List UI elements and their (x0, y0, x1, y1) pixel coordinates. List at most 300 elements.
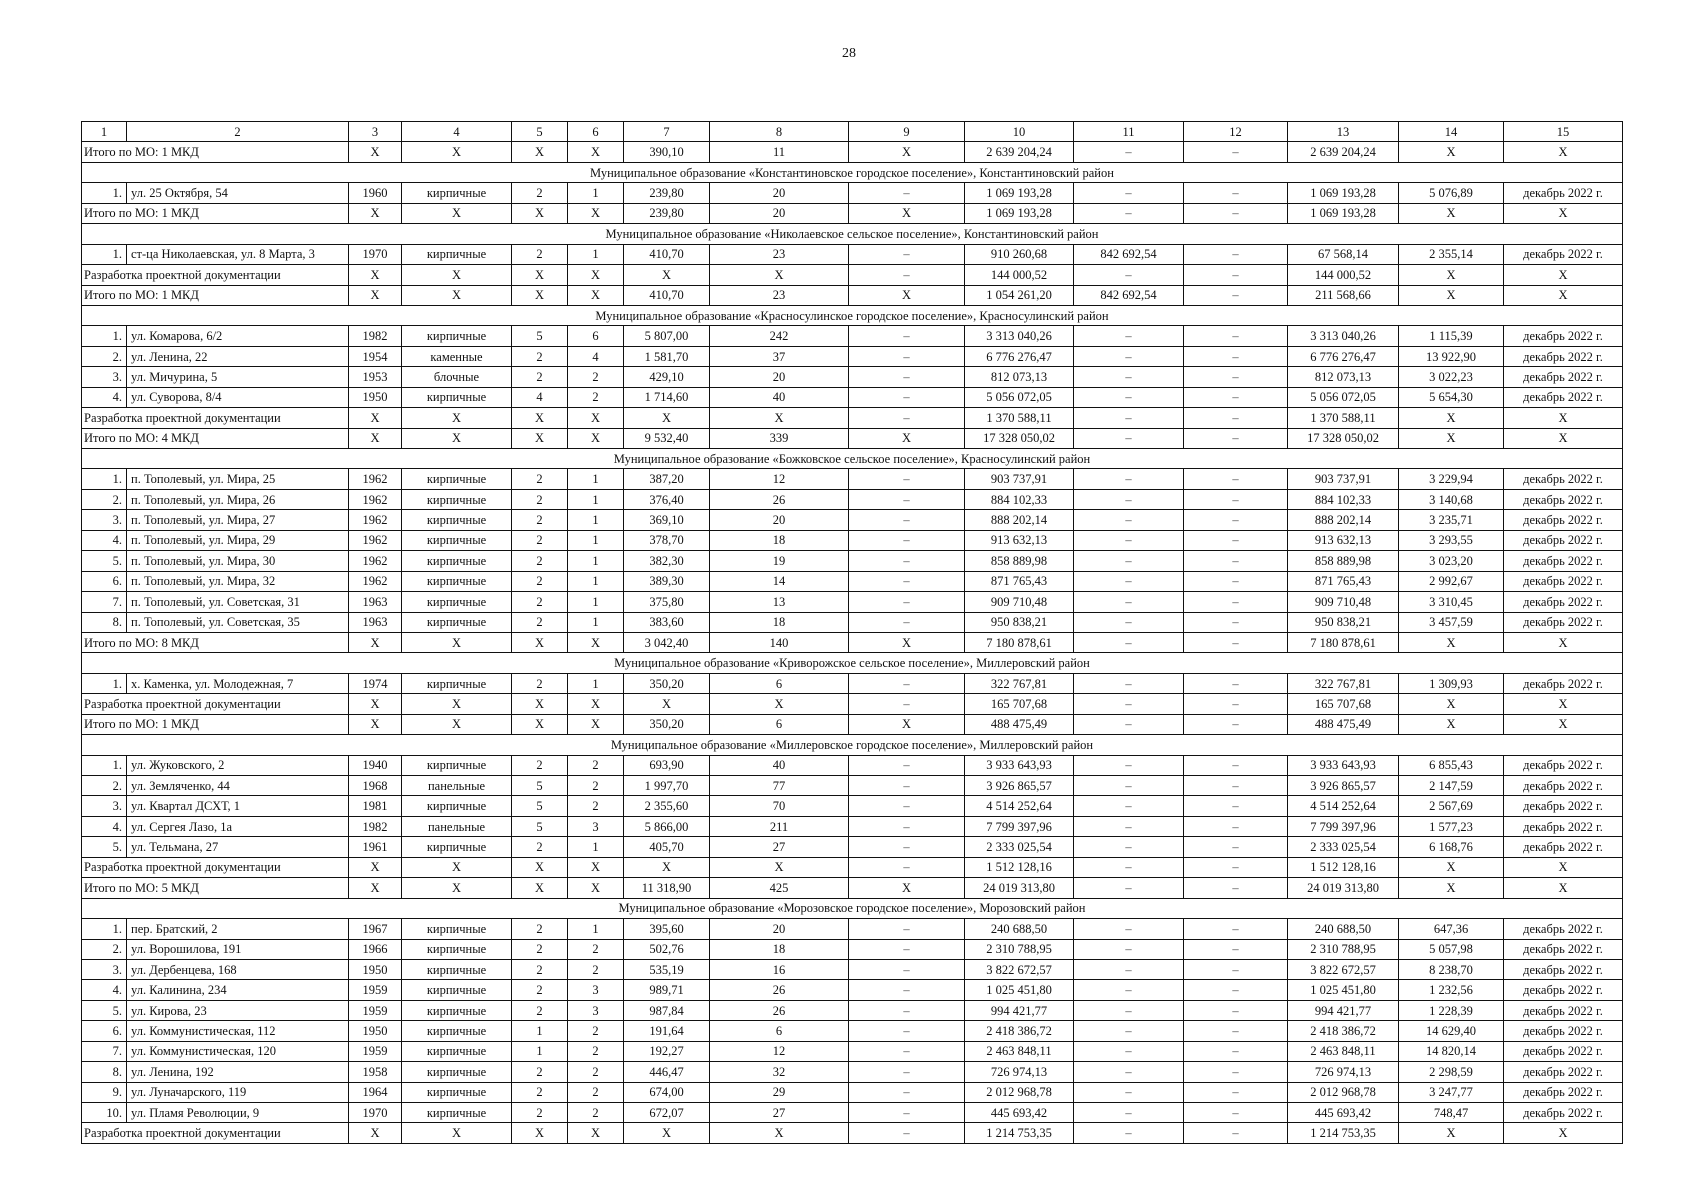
cell-cell: – (849, 837, 965, 857)
total-label: Итого по МО: 1 МКД (82, 285, 349, 305)
row-number-cell: 2. (82, 776, 127, 796)
residents-cell: 18 (710, 612, 849, 632)
total-cell: X (568, 428, 624, 448)
table-row (82, 367, 1623, 387)
table-row (82, 1041, 1623, 1061)
wall-material-cell: кирпичные (402, 1062, 512, 1082)
total-cell: 6 (710, 714, 849, 734)
table-row (82, 612, 1623, 632)
total-cell: – (1184, 694, 1288, 714)
address-cell: ул. Калинина, 234 (127, 980, 349, 1000)
fund-cost-cell: – (1074, 346, 1184, 366)
fund-cost-cell: – (1074, 551, 1184, 571)
cell-cell: – (849, 1082, 965, 1102)
total-cost-cell: 858 889,98 (965, 551, 1074, 571)
fund-cost-cell: – (1074, 592, 1184, 612)
total-cell: 3 042,40 (624, 632, 710, 652)
residents-cell: 18 (710, 530, 849, 550)
address-cell: ул. Комарова, 6/2 (127, 326, 349, 346)
entrances-cell: 1 (568, 837, 624, 857)
floors-cell: 4 (512, 387, 568, 407)
column-number-cell: 6 (568, 122, 624, 142)
entrances-cell: 2 (568, 387, 624, 407)
total-cell: 165 707,68 (1288, 694, 1399, 714)
total-cell: X (1399, 285, 1504, 305)
total-cell: X (512, 878, 568, 898)
owner-cost-cell: 871 765,43 (1288, 571, 1399, 591)
total-label: Разработка проектной документации (82, 265, 349, 285)
deadline-cell: декабрь 2022 г. (1504, 367, 1623, 387)
total-cell: X (1399, 1123, 1504, 1143)
total-cell: X (349, 1123, 402, 1143)
row-number-cell: 3. (82, 367, 127, 387)
deadline-cell: декабрь 2022 г. (1504, 776, 1623, 796)
entrances-cell: 1 (568, 510, 624, 530)
wall-material-cell: панельные (402, 816, 512, 836)
deadline-cell: декабрь 2022 г. (1504, 1021, 1623, 1041)
owner-cost-cell: 2 012 968,78 (1288, 1082, 1399, 1102)
address-cell: ул. Земляченко, 44 (127, 776, 349, 796)
total-cell: – (1184, 203, 1288, 223)
total-cost-cell: 950 838,21 (965, 612, 1074, 632)
deadline-cell: декабрь 2022 г. (1504, 796, 1623, 816)
unit-cost-cell: 14 820,14 (1399, 1041, 1504, 1061)
owner-cost-cell: 858 889,98 (1288, 551, 1399, 571)
address-cell: п. Тополевый, ул. Советская, 31 (127, 592, 349, 612)
area-cell: 375,80 (624, 592, 710, 612)
entrances-cell: 3 (568, 816, 624, 836)
cell-cell: – (849, 469, 965, 489)
owner-cost-cell: 950 838,21 (1288, 612, 1399, 632)
floors-cell: 2 (512, 673, 568, 693)
unit-cost-cell: 1 577,23 (1399, 816, 1504, 836)
floors-cell: 2 (512, 1000, 568, 1020)
floors-cell: 5 (512, 816, 568, 836)
row-number-cell: 8. (82, 612, 127, 632)
floors-cell: 1 (512, 1021, 568, 1041)
total-cell: X (849, 714, 965, 734)
deadline-cell: декабрь 2022 г. (1504, 387, 1623, 407)
address-cell: ул. 25 Октября, 54 (127, 183, 349, 203)
address-cell: ул. Тельмана, 27 (127, 837, 349, 857)
wall-material-cell: кирпичные (402, 183, 512, 203)
total-cell: – (1074, 203, 1184, 223)
cell-cell: – (849, 1041, 965, 1061)
wall-material-cell: кирпичные (402, 1041, 512, 1061)
fund-cost-cell: – (1074, 326, 1184, 346)
residents-cell: 242 (710, 326, 849, 346)
wall-material-cell: кирпичные (402, 551, 512, 571)
other-cost-cell: – (1184, 1000, 1288, 1020)
floors-cell: 2 (512, 939, 568, 959)
total-cell: 211 568,66 (1288, 285, 1399, 305)
wall-material-cell: кирпичные (402, 837, 512, 857)
total-cell: X (349, 203, 402, 223)
total-cost-cell: 909 710,48 (965, 592, 1074, 612)
fund-cost-cell: – (1074, 530, 1184, 550)
owner-cost-cell: 3 313 040,26 (1288, 326, 1399, 346)
total-cell: X (1504, 1123, 1623, 1143)
table-row (82, 939, 1623, 959)
row-number-cell: 4. (82, 816, 127, 836)
total-row (82, 1123, 1623, 1143)
total-cell: X (1399, 265, 1504, 285)
table-row (82, 183, 1623, 203)
row-number-cell: 2. (82, 939, 127, 959)
table-row (82, 796, 1623, 816)
other-cost-cell: – (1184, 959, 1288, 979)
total-cost-cell: 2 012 968,78 (965, 1082, 1074, 1102)
other-cost-cell: – (1184, 244, 1288, 264)
section-header-row (82, 735, 1623, 755)
unit-cost-cell: 748,47 (1399, 1103, 1504, 1123)
address-cell: х. Каменка, ул. Молодежная, 7 (127, 673, 349, 693)
unit-cost-cell: 14 629,40 (1399, 1021, 1504, 1041)
build-year-cell: 1962 (349, 571, 402, 591)
total-label: Итого по МО: 1 МКД (82, 714, 349, 734)
wall-material-cell: панельные (402, 776, 512, 796)
floors-cell: 2 (512, 1082, 568, 1102)
column-number-cell: 5 (512, 122, 568, 142)
floors-cell: 2 (512, 183, 568, 203)
column-number-cell: 3 (349, 122, 402, 142)
other-cost-cell: – (1184, 510, 1288, 530)
residents-cell: 23 (710, 244, 849, 264)
owner-cost-cell: 2 463 848,11 (1288, 1041, 1399, 1061)
column-number-cell: 9 (849, 122, 965, 142)
area-cell: 389,30 (624, 571, 710, 591)
total-cell: 23 (710, 285, 849, 305)
unit-cost-cell: 3 140,68 (1399, 489, 1504, 509)
residents-cell: 26 (710, 489, 849, 509)
deadline-cell: декабрь 2022 г. (1504, 1103, 1623, 1123)
total-cell: 339 (710, 428, 849, 448)
other-cost-cell: – (1184, 551, 1288, 571)
column-number-cell: 13 (1288, 122, 1399, 142)
total-cell: 1 512 128,16 (1288, 857, 1399, 877)
total-cell: – (849, 857, 965, 877)
entrances-cell: 1 (568, 183, 624, 203)
total-row (82, 632, 1623, 652)
deadline-cell: декабрь 2022 г. (1504, 183, 1623, 203)
address-cell: ул. Сергея Лазо, 1а (127, 816, 349, 836)
address-cell: п. Тополевый, ул. Мира, 29 (127, 530, 349, 550)
wall-material-cell: кирпичные (402, 980, 512, 1000)
residents-cell: 20 (710, 919, 849, 939)
column-number-cell: 14 (1399, 122, 1504, 142)
wall-material-cell: кирпичные (402, 592, 512, 612)
total-cell: X (624, 1123, 710, 1143)
total-cell: X (1399, 878, 1504, 898)
unit-cost-cell: 3 247,77 (1399, 1082, 1504, 1102)
total-cost-cell: 2 333 025,54 (965, 837, 1074, 857)
total-cell: X (1504, 142, 1623, 162)
total-cell: X (402, 428, 512, 448)
other-cost-cell: – (1184, 326, 1288, 346)
build-year-cell: 1962 (349, 489, 402, 509)
entrances-cell: 3 (568, 980, 624, 1000)
entrances-cell: 2 (568, 1021, 624, 1041)
owner-cost-cell: 322 767,81 (1288, 673, 1399, 693)
address-cell: ул. Жуковского, 2 (127, 755, 349, 775)
unit-cost-cell: 5 057,98 (1399, 939, 1504, 959)
total-cell: X (1504, 878, 1623, 898)
other-cost-cell: – (1184, 1021, 1288, 1041)
housing-repair-table (81, 121, 1623, 1144)
column-number-cell: 1 (82, 122, 127, 142)
fund-cost-cell: – (1074, 1021, 1184, 1041)
row-number-cell: 2. (82, 346, 127, 366)
owner-cost-cell: 3 926 865,57 (1288, 776, 1399, 796)
address-cell: ул. Суворова, 8/4 (127, 387, 349, 407)
fund-cost-cell: – (1074, 510, 1184, 530)
other-cost-cell: – (1184, 755, 1288, 775)
residents-cell: 20 (710, 367, 849, 387)
owner-cost-cell: 6 776 276,47 (1288, 346, 1399, 366)
floors-cell: 2 (512, 919, 568, 939)
other-cost-cell: – (1184, 612, 1288, 632)
total-cell: 390,10 (624, 142, 710, 162)
floors-cell: 2 (512, 571, 568, 591)
build-year-cell: 1970 (349, 1103, 402, 1123)
cell-cell: – (849, 980, 965, 1000)
deadline-cell: декабрь 2022 г. (1504, 1062, 1623, 1082)
total-cell: X (568, 1123, 624, 1143)
unit-cost-cell: 2 355,14 (1399, 244, 1504, 264)
cell-cell: – (849, 1103, 965, 1123)
owner-cost-cell: 1 025 451,80 (1288, 980, 1399, 1000)
address-cell: ул. Ленина, 192 (127, 1062, 349, 1082)
total-cell: X (849, 203, 965, 223)
total-cell: 1 069 193,28 (965, 203, 1074, 223)
total-cell: – (849, 408, 965, 428)
cell-cell: – (849, 571, 965, 591)
total-cell: 842 692,54 (1074, 285, 1184, 305)
total-label: Итого по МО: 4 МКД (82, 428, 349, 448)
build-year-cell: 1963 (349, 612, 402, 632)
floors-cell: 5 (512, 776, 568, 796)
row-number-cell: 5. (82, 1000, 127, 1020)
address-cell: п. Тополевый, ул. Мира, 26 (127, 489, 349, 509)
fund-cost-cell: – (1074, 367, 1184, 387)
residents-cell: 14 (710, 571, 849, 591)
build-year-cell: 1982 (349, 816, 402, 836)
unit-cost-cell: 1 309,93 (1399, 673, 1504, 693)
total-row (82, 878, 1623, 898)
build-year-cell: 1950 (349, 387, 402, 407)
total-cell: X (402, 142, 512, 162)
total-cell: X (710, 857, 849, 877)
area-cell: 376,40 (624, 489, 710, 509)
total-cell: – (1074, 878, 1184, 898)
total-cell: X (1399, 714, 1504, 734)
column-number-cell: 15 (1504, 122, 1623, 142)
total-cell: X (512, 408, 568, 428)
column-number-cell: 11 (1074, 122, 1184, 142)
total-label: Разработка проектной документации (82, 694, 349, 714)
other-cost-cell: – (1184, 489, 1288, 509)
area-cell: 2 355,60 (624, 796, 710, 816)
deadline-cell: декабрь 2022 г. (1504, 1082, 1623, 1102)
owner-cost-cell: 7 799 397,96 (1288, 816, 1399, 836)
page-number: 28 (842, 46, 856, 61)
area-cell: 5 866,00 (624, 816, 710, 836)
owner-cost-cell: 726 974,13 (1288, 1062, 1399, 1082)
row-number-cell: 7. (82, 592, 127, 612)
cell-cell: – (849, 816, 965, 836)
deadline-cell: декабрь 2022 г. (1504, 346, 1623, 366)
total-cell: X (710, 408, 849, 428)
total-cell: 2 639 204,24 (1288, 142, 1399, 162)
cell-cell: – (849, 776, 965, 796)
total-cost-cell: 3 926 865,57 (965, 776, 1074, 796)
other-cost-cell: – (1184, 1062, 1288, 1082)
unit-cost-cell: 3 310,45 (1399, 592, 1504, 612)
total-cell: X (849, 878, 965, 898)
cell-cell: – (849, 510, 965, 530)
wall-material-cell: кирпичные (402, 571, 512, 591)
total-cell: X (568, 285, 624, 305)
address-cell: ул. Ленина, 22 (127, 346, 349, 366)
other-cost-cell: – (1184, 1041, 1288, 1061)
municipality-title: Муниципальное образование «Криворожское сельское поселение», Миллеровский район (82, 653, 1623, 673)
residents-cell: 12 (710, 1041, 849, 1061)
section-header-row (82, 162, 1623, 182)
unit-cost-cell: 3 229,94 (1399, 469, 1504, 489)
area-cell: 1 997,70 (624, 776, 710, 796)
total-cell: 488 475,49 (1288, 714, 1399, 734)
total-cost-cell: 871 765,43 (965, 571, 1074, 591)
cell-cell: – (849, 673, 965, 693)
municipality-title: Муниципальное образование «Божковское сельское поселение», Красносулинский район (82, 449, 1623, 469)
total-cell: X (402, 694, 512, 714)
area-cell: 369,10 (624, 510, 710, 530)
residents-cell: 20 (710, 183, 849, 203)
total-cell: X (568, 142, 624, 162)
entrances-cell: 1 (568, 571, 624, 591)
total-cell: X (568, 857, 624, 877)
total-cell: X (512, 694, 568, 714)
total-cell: – (1074, 714, 1184, 734)
build-year-cell: 1959 (349, 1000, 402, 1020)
row-number-cell: 1. (82, 919, 127, 939)
build-year-cell: 1966 (349, 939, 402, 959)
other-cost-cell: – (1184, 939, 1288, 959)
owner-cost-cell: 445 693,42 (1288, 1103, 1399, 1123)
build-year-cell: 1962 (349, 551, 402, 571)
column-number-cell: 2 (127, 122, 349, 142)
total-cell: X (349, 857, 402, 877)
entrances-cell: 1 (568, 592, 624, 612)
table-row (82, 510, 1623, 530)
total-cell: X (1399, 857, 1504, 877)
entrances-cell: 1 (568, 673, 624, 693)
row-number-cell: 4. (82, 980, 127, 1000)
area-cell: 387,20 (624, 469, 710, 489)
other-cost-cell: – (1184, 919, 1288, 939)
municipality-title: Муниципальное образование «Красносулинское городское поселение», Красносулинский район (82, 305, 1623, 325)
residents-cell: 6 (710, 673, 849, 693)
deadline-cell: декабрь 2022 г. (1504, 939, 1623, 959)
owner-cost-cell: 2 310 788,95 (1288, 939, 1399, 959)
unit-cost-cell: 3 235,71 (1399, 510, 1504, 530)
other-cost-cell: – (1184, 571, 1288, 591)
total-cell: X (1399, 694, 1504, 714)
build-year-cell: 1962 (349, 510, 402, 530)
total-cell: – (1184, 1123, 1288, 1143)
total-cell: X (1504, 857, 1623, 877)
address-cell: п. Тополевый, ул. Мира, 25 (127, 469, 349, 489)
build-year-cell: 1958 (349, 1062, 402, 1082)
address-cell: ул. Дербенцева, 168 (127, 959, 349, 979)
cell-cell: – (849, 367, 965, 387)
total-cost-cell: 2 418 386,72 (965, 1021, 1074, 1041)
deadline-cell: декабрь 2022 г. (1504, 1041, 1623, 1061)
total-cell: X (1504, 285, 1623, 305)
build-year-cell: 1940 (349, 755, 402, 775)
row-number-cell: 3. (82, 796, 127, 816)
total-cell: X (849, 428, 965, 448)
area-cell: 987,84 (624, 1000, 710, 1020)
owner-cost-cell: 913 632,13 (1288, 530, 1399, 550)
address-cell: ул. Кирова, 23 (127, 1000, 349, 1020)
floors-cell: 2 (512, 959, 568, 979)
floors-cell: 2 (512, 755, 568, 775)
total-cell: X (568, 632, 624, 652)
total-cost-cell: 994 421,77 (965, 1000, 1074, 1020)
table-row (82, 592, 1623, 612)
area-cell: 693,90 (624, 755, 710, 775)
other-cost-cell: – (1184, 980, 1288, 1000)
total-cell: 7 180 878,61 (1288, 632, 1399, 652)
build-year-cell: 1967 (349, 919, 402, 939)
area-cell: 378,70 (624, 530, 710, 550)
total-cell: X (1399, 203, 1504, 223)
table-row (82, 776, 1623, 796)
entrances-cell: 4 (568, 346, 624, 366)
floors-cell: 2 (512, 367, 568, 387)
total-cell: X (512, 857, 568, 877)
wall-material-cell: кирпичные (402, 796, 512, 816)
build-year-cell: 1982 (349, 326, 402, 346)
total-cell: 144 000,52 (1288, 265, 1399, 285)
entrances-cell: 2 (568, 1103, 624, 1123)
total-cell: X (349, 632, 402, 652)
build-year-cell: 1974 (349, 673, 402, 693)
deadline-cell: декабрь 2022 г. (1504, 489, 1623, 509)
area-cell: 989,71 (624, 980, 710, 1000)
total-cell: X (402, 714, 512, 734)
cell-cell: – (849, 959, 965, 979)
row-number-cell: 4. (82, 530, 127, 550)
row-number-cell: 1. (82, 673, 127, 693)
deadline-cell: декабрь 2022 г. (1504, 510, 1623, 530)
address-cell: пер. Братский, 2 (127, 919, 349, 939)
other-cost-cell: – (1184, 816, 1288, 836)
residents-cell: 40 (710, 755, 849, 775)
wall-material-cell: кирпичные (402, 489, 512, 509)
table-row (82, 1103, 1623, 1123)
total-cost-cell: 5 056 072,05 (965, 387, 1074, 407)
table-row (82, 346, 1623, 366)
area-cell: 1 581,70 (624, 346, 710, 366)
section-header-row (82, 224, 1623, 244)
total-cell: X (402, 878, 512, 898)
total-cost-cell: 726 974,13 (965, 1062, 1074, 1082)
fund-cost-cell: – (1074, 1082, 1184, 1102)
wall-material-cell: кирпичные (402, 1000, 512, 1020)
row-number-cell: 6. (82, 1021, 127, 1041)
